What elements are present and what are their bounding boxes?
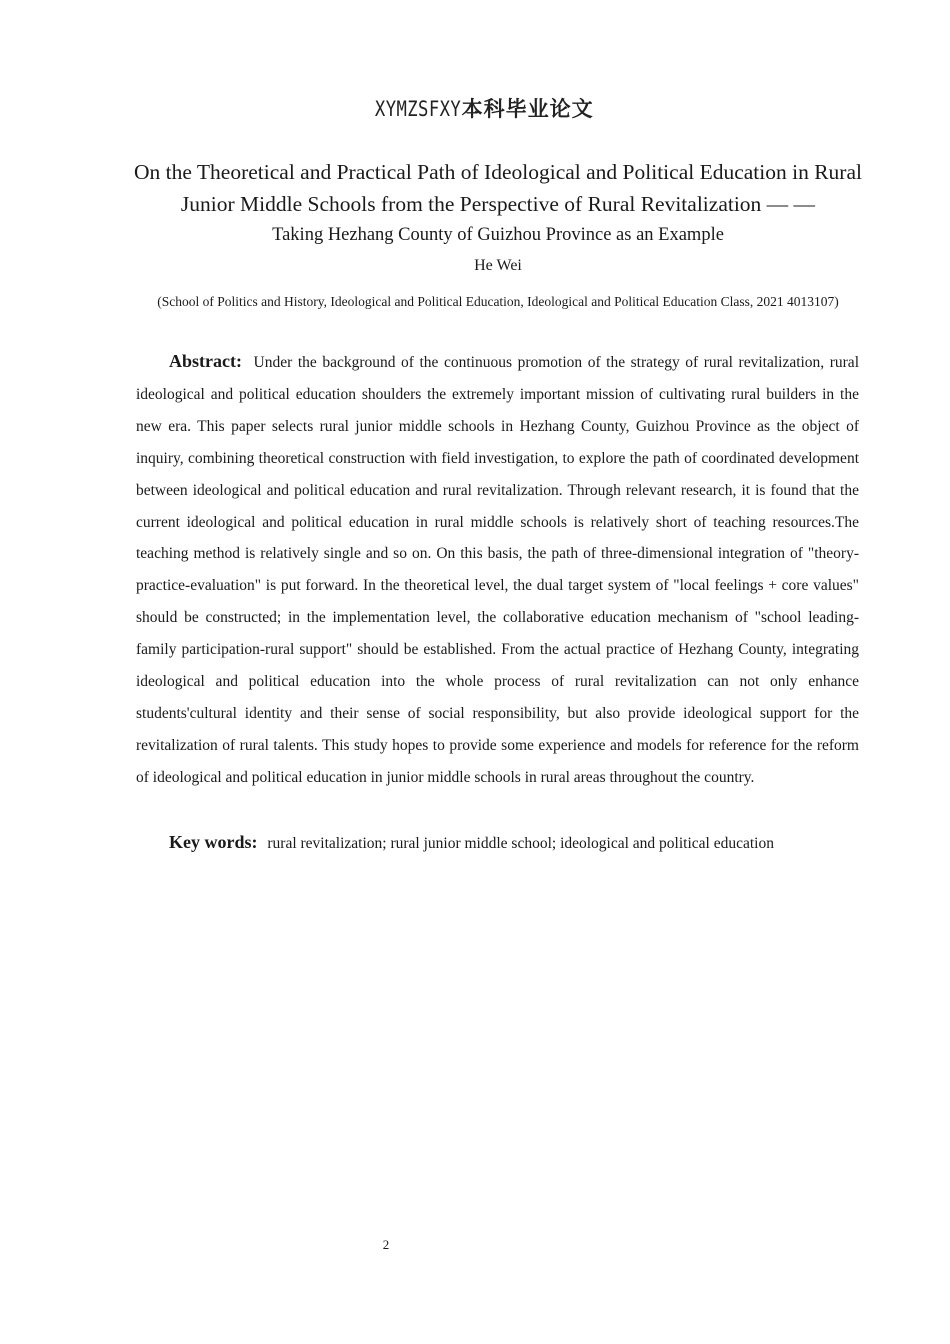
page-number: 2 bbox=[382, 1237, 390, 1252]
paper-title: On the Theoretical and Practical Path of Ideological and Political Education in Rural Junior Middle Schools from the Perspective of Rural Revitalization — — bbox=[134, 160, 862, 216]
paper-subtitle: Taking Hezhang County of Guizhou Province as an Example bbox=[272, 225, 724, 245]
abstract-label: Abstract: bbox=[169, 351, 242, 371]
header-code: XYMZSFXY bbox=[375, 97, 462, 121]
keywords-text: rural revitalization; rural junior middle school; ideological and political education bbox=[267, 835, 774, 852]
keywords-paragraph bbox=[136, 826, 859, 860]
abstract-text: Under the background of the continuous promotion of the strategy of rural revitalization, rural ideological and political education shoulders the extremely important mission of cultivating rural builders in the new era. This paper selects rural junior middle schools in Hezhang County, Guizhou Province as the object of inquiry, combining theoretical construction with field investigation, to explore the path of coordinated development between ideological and political education and rural revitalization. Through relevant research, it is found that the current ideological and political education in rural middle schools is relatively short of teaching resources.The teaching method is relatively single and so on. On this basis, the path of three-dimensional integration of "theory-practice-evaluation" is put forward. In the theoretical level, the dual target system of "local feelings + core values" should be constructed; in the implementation level, the collaborative education mechanism of "school leading-family participation-rural support" should be established. From the actual practice of Hezhang County, integrating ideological and political education into the whole process of rural revitalization can not only enhance students'cultural identity and their sense of social responsibility, but also provide ideological support for the revitalization of rural talents. This study hopes to provide some experience and models for reference for the reform of ideological and political education in junior middle schools in rural areas throughout the country. bbox=[136, 354, 859, 786]
abstract-paragraph bbox=[136, 346, 859, 794]
page-header bbox=[0, 94, 950, 124]
header-label: 本科毕业论文 bbox=[461, 97, 594, 121]
author-name: He Wei bbox=[474, 257, 522, 274]
author-affiliation: (School of Politics and History, Ideological and Political Education, Ideological and Political Education Class, 2021 4013107) bbox=[157, 294, 839, 309]
keywords-label: Key words: bbox=[169, 832, 258, 852]
